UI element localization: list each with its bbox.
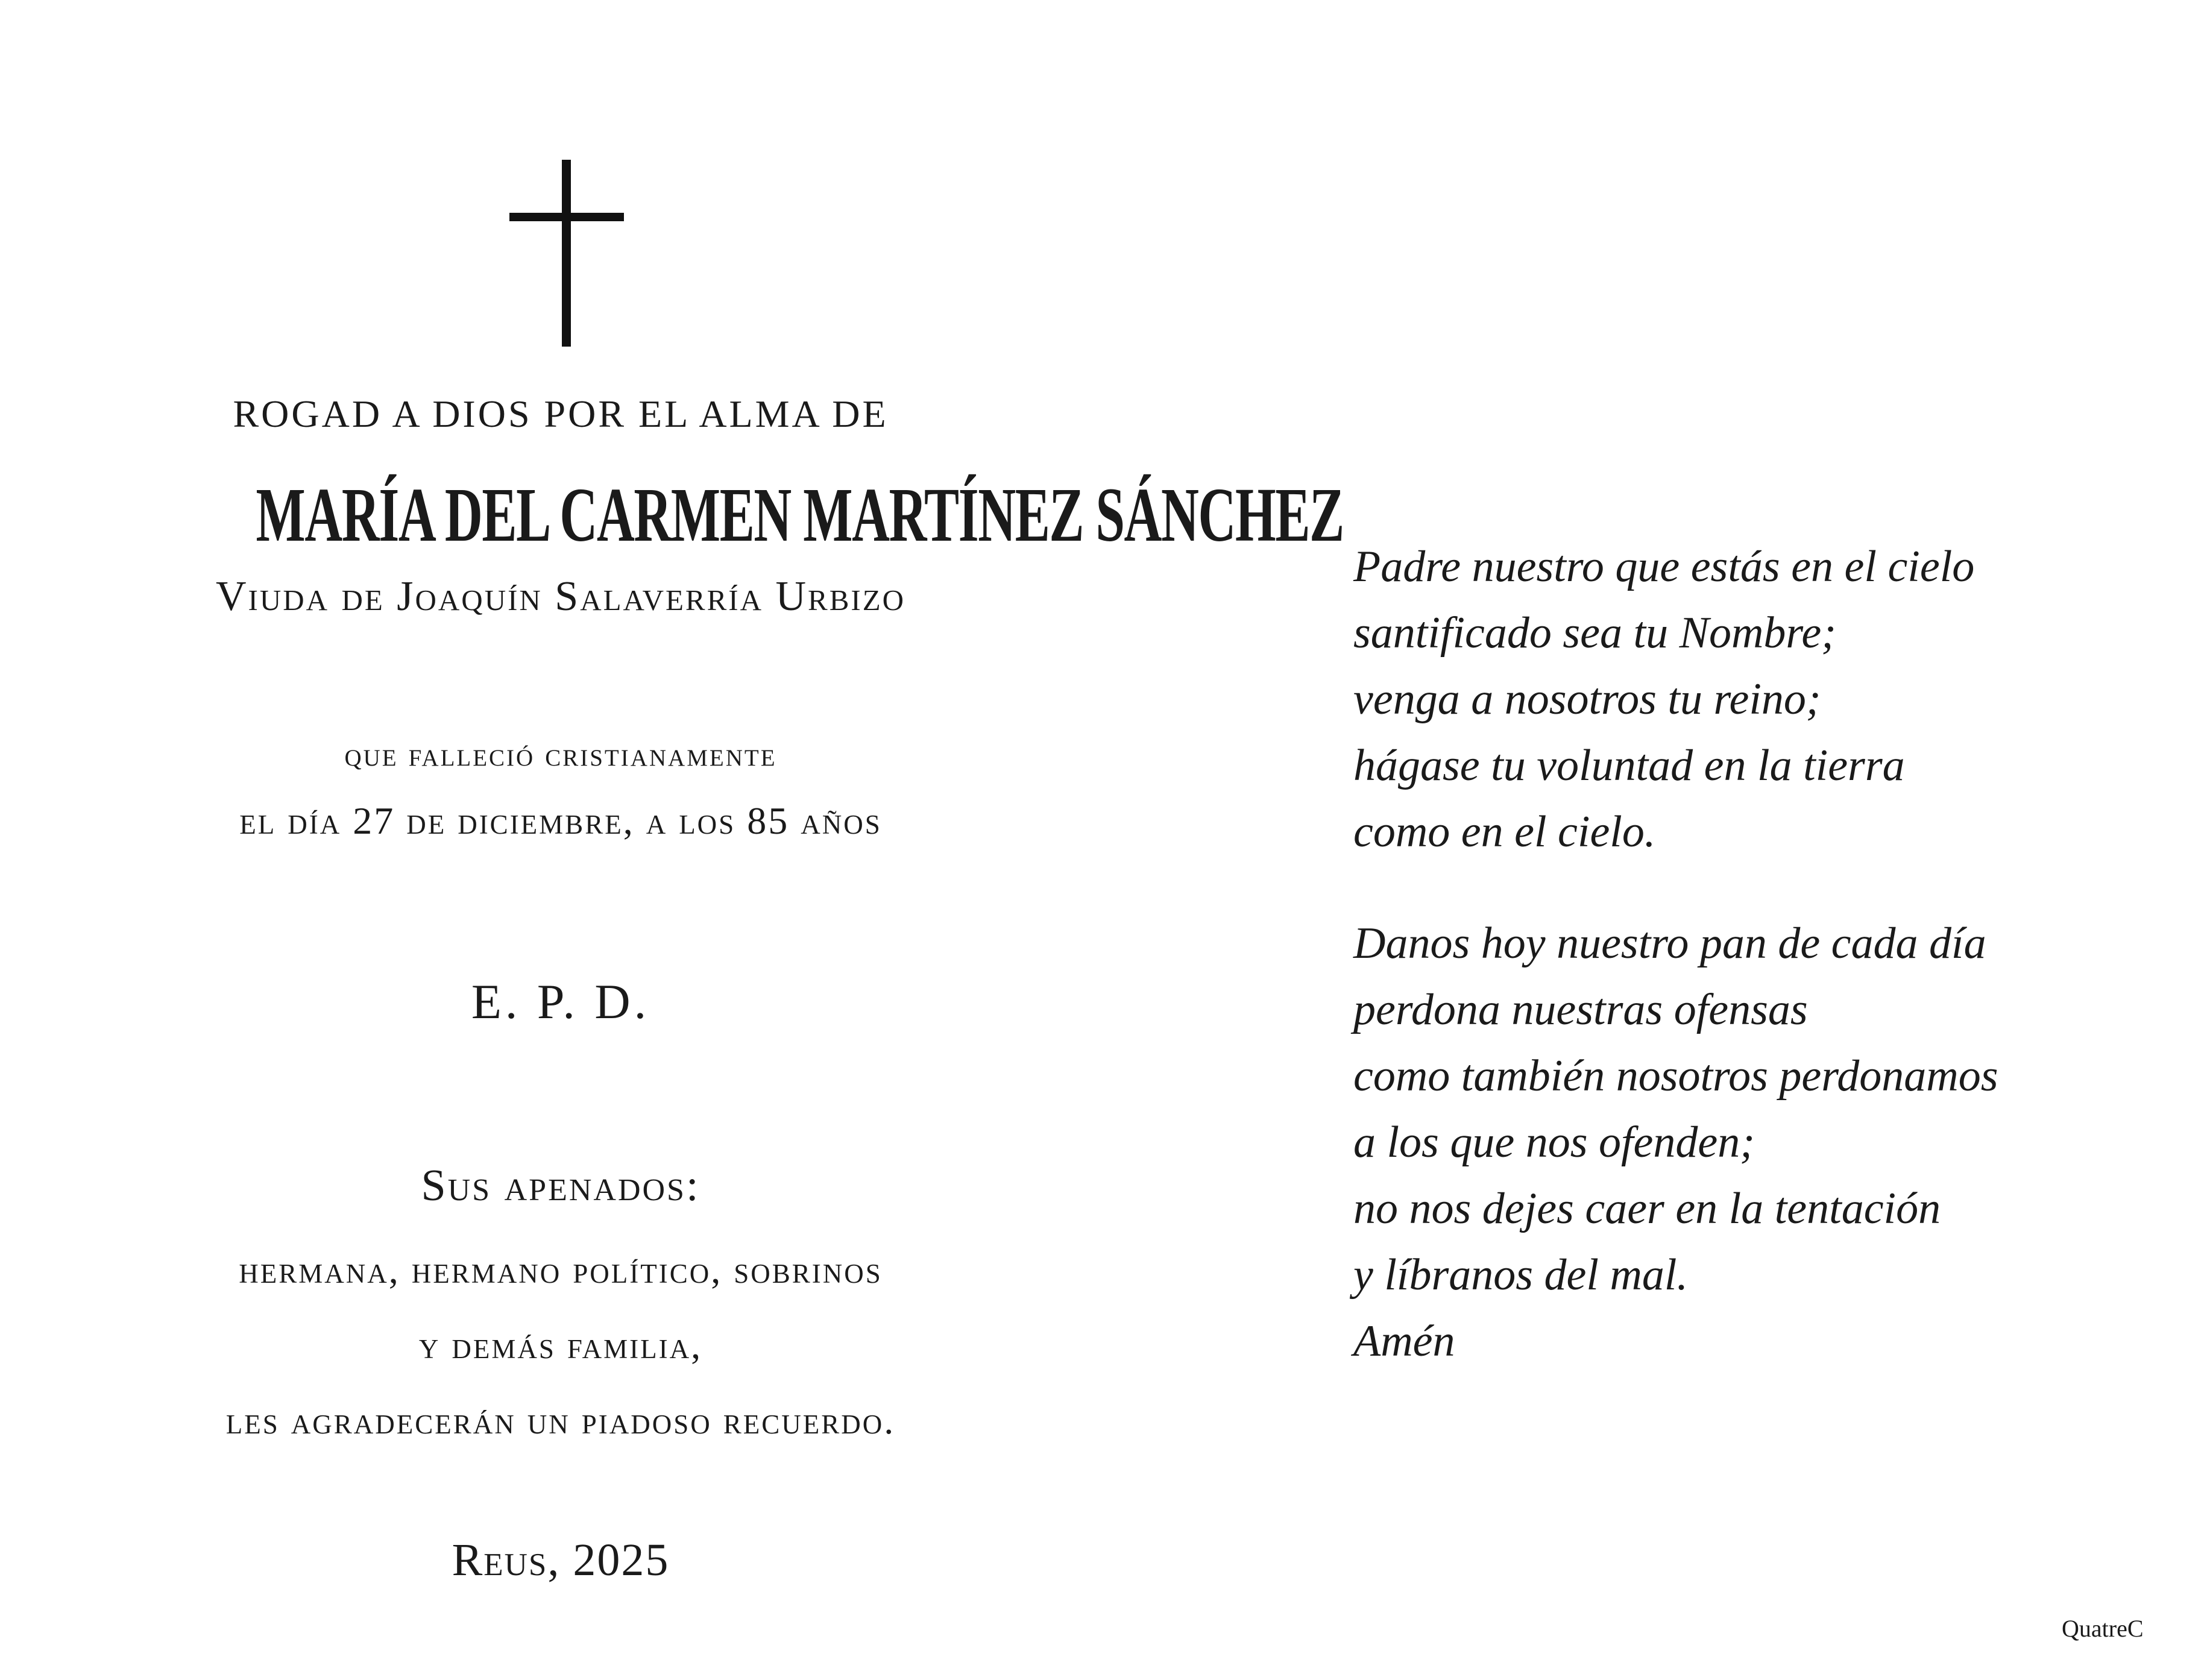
prayer-stanza-2 <box>1353 910 1998 1374</box>
prayer-line: Danos hoy nuestro pan de cada día <box>1353 919 1986 968</box>
epd-text: E. P. D. <box>471 974 650 1029</box>
prayer-line: santificado sea tu Nombre; <box>1353 608 1836 658</box>
cross-vertical-bar <box>562 160 571 347</box>
mourners-line-3: les agradecerán un piadoso recuerdo. <box>225 1399 896 1442</box>
mourners-line-1: hermana, hermano político, sobrinos <box>239 1248 883 1291</box>
prayer-line: hágase tu voluntad en la tierra <box>1353 741 1905 790</box>
prayer-line: como en el cielo. <box>1353 807 1656 857</box>
prayer-line: no nos dejes caer en la tentación <box>1353 1184 1941 1233</box>
deceased-name <box>0 472 1344 558</box>
death-line-1: que falleció cristianamente <box>344 736 777 773</box>
prayer-line: Amén <box>1353 1317 1455 1366</box>
mourners-line-2: y demás familia, <box>418 1324 703 1367</box>
place-year: Reus, 2025 <box>452 1535 670 1585</box>
lords-prayer <box>1353 533 1998 1374</box>
prayer-stanza-1 <box>1353 533 1998 865</box>
prayer-line: y líbranos del mal. <box>1353 1250 1688 1300</box>
prayer-line: a los que nos ofenden; <box>1353 1118 1755 1167</box>
prayer-line: perdona nuestras ofensas <box>1353 985 1808 1034</box>
death-line-2: el día 27 de diciembre, a los 85 años <box>239 799 882 842</box>
prayer-line: como también nosotros perdonamos <box>1353 1051 1998 1101</box>
prayer-line: Padre nuestro que estás en el cielo <box>1353 542 1975 591</box>
cross-horizontal-bar <box>509 213 624 221</box>
deceased-name-text: MARÍA DEL CARMEN MARTÍNEZ SÁNCHEZ <box>256 472 1344 558</box>
printer-signature: QuatreC <box>2062 1615 2144 1642</box>
cross-icon <box>509 160 624 347</box>
prayer-line: venga a nosotros tu reino; <box>1353 675 1821 724</box>
intro-text: ROGAD A DIOS POR EL ALMA DE <box>233 392 889 435</box>
widow-of-text: Viuda de Joaquín Salaverría Urbizo <box>215 573 906 620</box>
mourners-heading: Sus apenados: <box>421 1161 701 1210</box>
